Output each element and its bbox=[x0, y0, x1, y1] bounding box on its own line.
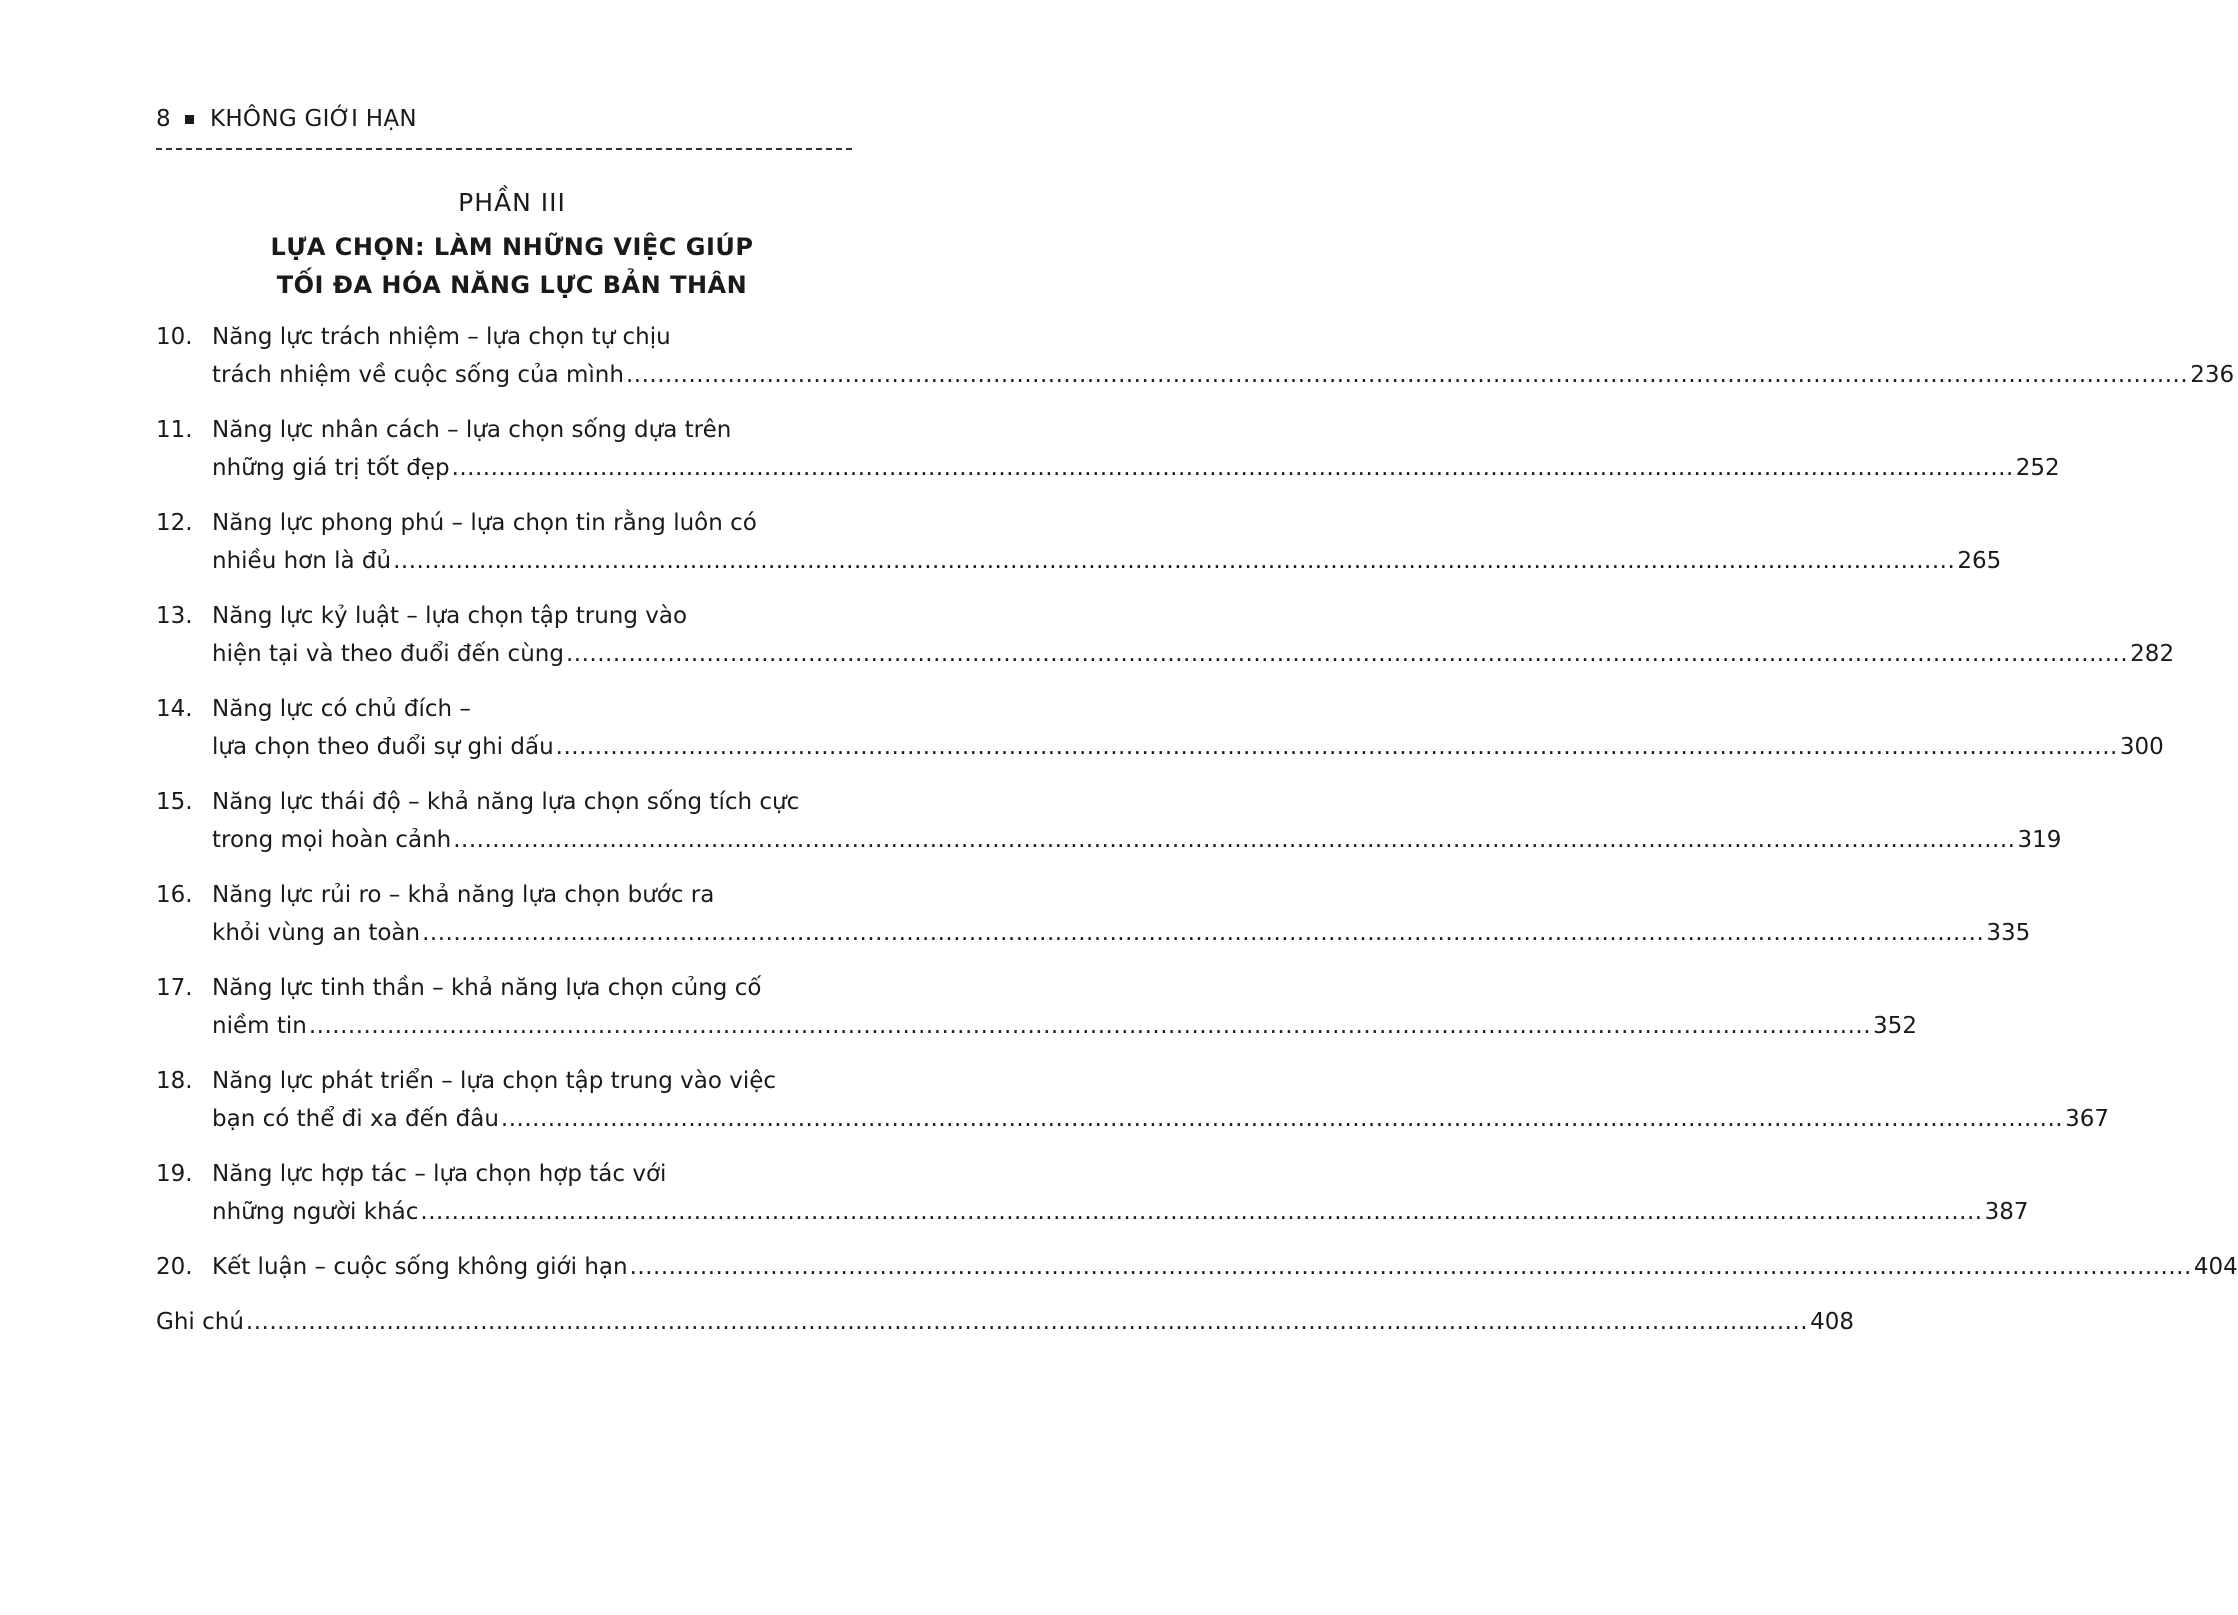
dot-leader: ........................................................................................................................................................................................................ bbox=[422, 920, 1985, 946]
toc-entry bbox=[156, 690, 2164, 766]
entry-title-line-2: những giá trị tốt đẹp bbox=[212, 455, 450, 481]
dot-leader: ........................................................................................................................................................................................................ bbox=[308, 1013, 1872, 1039]
entry-title-line-2: khỏi vùng an toàn bbox=[212, 920, 421, 946]
dot-leader: ........................................................................................................................................................................................................ bbox=[453, 827, 2016, 853]
entry-title-line-1: Năng lực kỷ luật – lựa chọn tập trung vào bbox=[212, 603, 688, 629]
running-header bbox=[156, 106, 417, 132]
entry-title-line-1: Năng lực nhân cách – lựa chọn sống dựa trên bbox=[212, 417, 732, 443]
entry-number: 15. bbox=[156, 789, 193, 815]
entry-number: 11. bbox=[156, 417, 193, 443]
entry-number: 10. bbox=[156, 324, 193, 350]
entry-page-number: 387 bbox=[1984, 1199, 2029, 1225]
entry-title-line-2: hiện tại và theo đuổi đến cùng bbox=[212, 641, 564, 667]
page-number: 8 bbox=[156, 106, 171, 132]
entry-number: 14. bbox=[156, 696, 193, 722]
entry-title-line-2: nhiều hơn là đủ bbox=[212, 548, 392, 574]
toc-entry bbox=[156, 1248, 2238, 1286]
entry-title-line-1: Năng lực có chủ đích – bbox=[212, 696, 471, 722]
entry-number: 18. bbox=[156, 1068, 193, 1094]
dot-leader: ........................................................................................................................................................................................................ bbox=[625, 362, 2189, 388]
entry-title-line-2: trách nhiệm về cuộc sống của mình bbox=[212, 362, 624, 388]
dot-leader: ........................................................................................................................................................................................................ bbox=[451, 455, 2014, 481]
entry-page-number: 236 bbox=[2190, 362, 2235, 388]
entry-title-line-1: Năng lực phát triển – lựa chọn tập trung vào việc bbox=[212, 1068, 777, 1094]
part-title-line-1: LỰA CHỌN: LÀM NHỮNG VIỆC GIÚP bbox=[270, 233, 754, 261]
entry-title-line-2: trong mọi hoàn cảnh bbox=[212, 827, 452, 853]
entry-page-number: 367 bbox=[2065, 1106, 2110, 1132]
dot-leader: ........................................................................................................................................................................................................ bbox=[420, 1199, 1983, 1225]
part-title-line-2: TỐI ĐA HÓA NĂNG LỰC BẢN THÂN bbox=[276, 271, 748, 299]
entry-page-number: 404 bbox=[2193, 1254, 2238, 1280]
table-of-contents bbox=[156, 318, 2238, 1358]
part-label: PHẦN III bbox=[458, 188, 566, 217]
entry-title-line-2: những người khác bbox=[212, 1199, 419, 1225]
toc-entry bbox=[156, 876, 2031, 952]
entry-title-line-1: Năng lực rủi ro – khả năng lựa chọn bước ra bbox=[212, 882, 715, 908]
toc-entry bbox=[156, 1155, 2029, 1231]
toc-entry bbox=[156, 783, 2062, 859]
dot-leader: ........................................................................................................................................................................................................ bbox=[555, 734, 2118, 760]
toc-entry bbox=[156, 411, 2060, 487]
toc-entry bbox=[156, 504, 2002, 580]
entry-title-line-1: Năng lực tinh thần – khả năng lựa chọn củng cố bbox=[212, 975, 762, 1001]
entry-number: 17. bbox=[156, 975, 193, 1001]
part-title bbox=[0, 228, 1024, 304]
dot-leader: ........................................................................................................................................................................................................ bbox=[393, 548, 1956, 574]
toc-entry bbox=[156, 318, 2235, 394]
dot-leader: ........................................................................................................................................................................................................ bbox=[245, 1309, 1809, 1335]
entry-number: 16. bbox=[156, 882, 193, 908]
entry-number: 20. bbox=[156, 1254, 193, 1280]
entry-title-line-1: Năng lực phong phú – lựa chọn tin rằng luôn có bbox=[212, 510, 757, 536]
entry-number: 19. bbox=[156, 1161, 193, 1187]
toc-entry-notes bbox=[156, 1303, 1855, 1341]
entry-page-number: 265 bbox=[1957, 548, 2002, 574]
entry-page-number: 282 bbox=[2130, 641, 2175, 667]
dashed-divider bbox=[156, 148, 852, 150]
toc-entry bbox=[156, 597, 2175, 673]
entry-title-line-2: Kết luận – cuộc sống không giới hạn bbox=[212, 1254, 628, 1280]
dot-leader: ........................................................................................................................................................................................................ bbox=[500, 1106, 2064, 1132]
entry-page-number: 335 bbox=[1986, 920, 2031, 946]
toc-entry bbox=[156, 1062, 2110, 1138]
entry-title-line-2: niềm tin bbox=[212, 1013, 307, 1039]
dot-leader: ........................................................................................................................................................................................................ bbox=[565, 641, 2129, 667]
entry-number: 12. bbox=[156, 510, 193, 536]
notes-page-number: 408 bbox=[1810, 1309, 1855, 1335]
entry-title-line-1: Năng lực thái độ – khả năng lựa chọn sống tích cực bbox=[212, 789, 800, 815]
entry-page-number: 252 bbox=[2015, 455, 2060, 481]
entry-title-line-1: Năng lực trách nhiệm – lựa chọn tự chịu bbox=[212, 324, 671, 350]
entry-page-number: 319 bbox=[2017, 827, 2062, 853]
toc-entry bbox=[156, 969, 1917, 1045]
entry-number: 13. bbox=[156, 603, 193, 629]
entry-title-line-1: Năng lực hợp tác – lựa chọn hợp tác với bbox=[212, 1161, 667, 1187]
entry-page-number: 352 bbox=[1873, 1013, 1917, 1039]
book-title: KHÔNG GIỚI HẠN bbox=[209, 106, 417, 132]
dot-leader: ........................................................................................................................................................................................................ bbox=[629, 1254, 2192, 1280]
notes-label: Ghi chú bbox=[156, 1309, 244, 1335]
entry-title-line-2: lựa chọn theo đuổi sự ghi dấu bbox=[212, 734, 554, 760]
entry-page-number: 300 bbox=[2119, 734, 2164, 760]
square-bullet-icon bbox=[185, 115, 194, 124]
entry-title-line-2: bạn có thể đi xa đến đâu bbox=[212, 1106, 499, 1132]
